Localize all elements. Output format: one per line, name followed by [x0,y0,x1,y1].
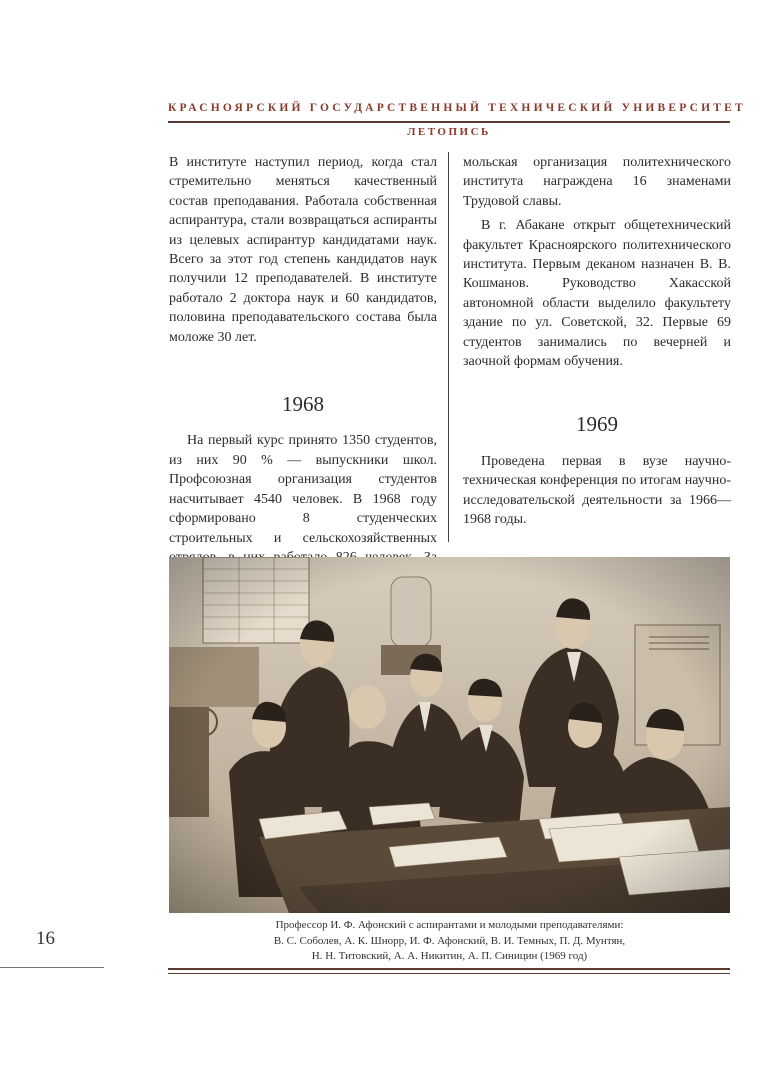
left-paragraph-1: В институте наступил период, когда стал стремительно меняться качественный состав преподавания. Работала собственная аспирантура, стали возвращаться аспиранты из целевых аспирантур кандидатами наук. Всего за этот год степень кандидатов наук получили 12 преподавателей. В институте работало 2 доктора наук и 60 кандидатов, половина преподавательского состава была моложе 30 лет. [169,155,437,345]
footer-rule-top [168,968,730,970]
year-heading-1969: 1969 [576,412,618,437]
header-rule [168,121,730,123]
group-photo [169,557,730,913]
left-paragraph-2: На первый курс принято 1350 студентов, из них 90 % — выпускники школ. Профсоюзная организация студентов насчитывает 4540 человек. В 1968 году сформировано 8 студенческих строительных и сельскохозяйственных [169,433,437,546]
right-paragraph-2: В г. Абакане открыт общетехнический факультет Красноярского политехнического института. Первым деканом назначен В. В. Кошманов. Руководство Хакасской автономной области выделило факультету здание по ул. Советской, 32. Первые 69 студентов занимались по вечерней и заочной формам обучения. [463,218,731,370]
footer-rule-bottom [168,973,730,974]
left-column [169,153,437,587]
photo-caption [169,918,730,965]
right-paragraph-1: мольская организация политехнического института награждена 16 знаменами Трудовой славы. [463,155,731,209]
running-header-title: КРАСНОЯРСКИЙ ГОСУДАРСТВЕННЫЙ ТЕХНИЧЕСКИЙ УНИВЕРСИТЕТ [168,102,746,114]
right-column [463,153,731,530]
caption-line-3: Н. Н. Титовский, А. А. Никитин, А. П. Синицин (1969 год) [311,950,588,962]
year-heading-1968: 1968 [282,392,324,417]
caption-line-1: Профессор И. Ф. Афонский с аспирантами и молодыми преподавателями: [275,919,624,931]
running-header-subtitle: ЛЕТОПИСЬ [407,126,491,138]
page-number: 16 [36,928,55,949]
right-paragraph-3: Проведена первая в вузе научно-техническая конференция по итогам научно-исследовательской деятельности за 1966—1968 годы. [463,453,731,528]
page-number-rule [0,967,104,968]
column-divider [448,152,449,542]
caption-line-2: В. С. Соболев, А. К. Шнорр, И. Ф. Афонский, В. И. Темных, П. Д. Мунтян, [273,934,626,947]
